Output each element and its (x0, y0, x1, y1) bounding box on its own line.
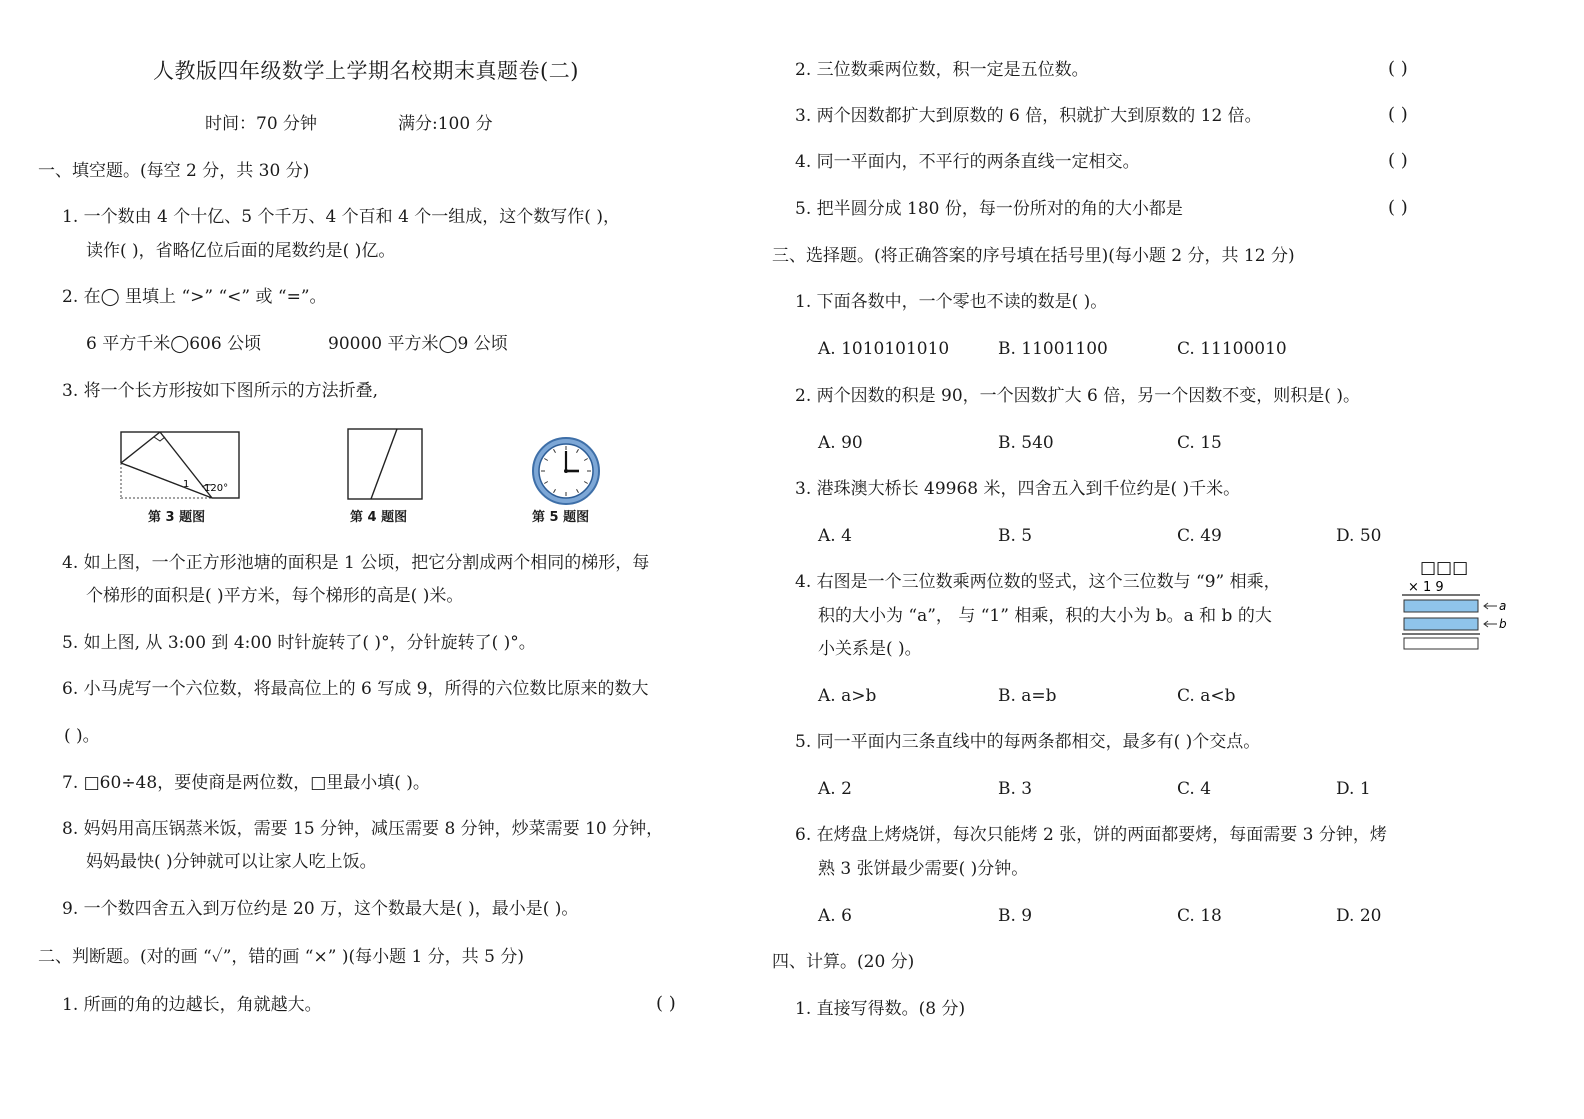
exam-title: 人教版四年级数学上学期名校期末真题卷(二) (153, 59, 579, 83)
s3-q6-line2: 熟 3 张饼最少需要( )分钟。 (818, 859, 1029, 879)
exam-time: 时间：70 分钟 (205, 114, 318, 134)
s4-q1: 1. 直接写得数。(8 分) (795, 999, 966, 1019)
s1-q4-line1: 4. 如上图，一个正方形池塘的面积是 1 公顷，把它分割成两个相同的梯形，每 (62, 553, 650, 573)
s3-q6-option-c: C. 18 (1177, 906, 1222, 926)
s2-answer-paren-1: ( ) (656, 993, 676, 1014)
s3-q4-option-c: C. a<b (1177, 686, 1236, 706)
s2-answer-paren-4: ( ) (1388, 150, 1408, 171)
s3-q4-line2: 积的大小为 “a”， 与 “1” 相乘，积的大小为 b。a 和 b 的大 (818, 606, 1272, 626)
section-3-heading: 三、选择题。(将正确答案的序号填在括号里)(每小题 2 分，共 12 分) (772, 246, 1295, 266)
s3-q6-option-b: B. 9 (998, 906, 1033, 926)
s1-q8-line2: 妈妈最快( )分钟就可以让家人吃上饭。 (86, 852, 377, 872)
label-a: a (1499, 599, 1507, 613)
s1-q2-compare-a: 6 平方千米◯606 公顷 (86, 334, 262, 354)
s3-q2-option-c: C. 15 (1177, 433, 1222, 453)
s2-item-3: 3. 两个因数都扩大到原数的 6 倍，积就扩大到原数的 12 倍。 (795, 106, 1262, 126)
s3-q1-option-c: C. 11100010 (1177, 339, 1287, 359)
figure-5-caption: 第 5 题图 (532, 510, 590, 525)
s1-q2: 2. 在◯ 里填上 “>” “<” 或 “=”。 (62, 287, 327, 307)
figure-3-caption: 第 3 题图 (148, 510, 206, 525)
s3-q1: 1. 下面各数中，一个零也不读的数是( )。 (795, 292, 1108, 312)
s3-q5-option-d: D. 1 (1336, 779, 1371, 799)
s3-q3-option-a: A. 4 (818, 526, 852, 546)
s3-q2-option-a: A. 90 (818, 433, 863, 453)
s3-q2: 2. 两个因数的积是 90，一个因数扩大 6 倍，另一个因数不变，则积是( )。 (795, 386, 1360, 406)
s2-item-2: 2. 三位数乘两位数，积一定是五位数。 (795, 60, 1089, 80)
s3-q3-option-d: D. 50 (1336, 526, 1382, 546)
s3-q1-option-a: A. 1010101010 (818, 339, 950, 359)
s3-q5-option-a: A. 2 (818, 779, 852, 799)
s3-q3: 3. 港珠澳大桥长 49968 米，四舍五入到千位约是( )千米。 (795, 479, 1241, 499)
s1-q8-line1: 8. 妈妈用高压锅蒸米饭，需要 15 分钟，减压需要 8 分钟，炒菜需要 10 分钟， (62, 819, 664, 839)
s2-item-5: 5. 把半圆分成 180 份，每一份所对的角的大小都是 (795, 199, 1183, 219)
s3-q6-option-d: D. 20 (1336, 906, 1382, 926)
section-1-heading: 一、填空题。(每空 2 分，共 30 分) (38, 161, 310, 181)
s3-q4-line3: 小关系是( )。 (818, 639, 922, 659)
s1-q3: 3. 将一个长方形按如下图所示的方法折叠, (62, 381, 379, 401)
figure-4-divided-square (346, 427, 426, 501)
s2-item-4: 4. 同一平面内，不平行的两条直线一定相交。 (795, 152, 1140, 172)
s1-q4-line2: 个梯形的面积是( )平方米，每个梯形的高是( )米。 (86, 586, 464, 606)
section-4-heading: 四、计算。(20 分) (772, 952, 915, 972)
figure-3-angle-120-label: 120° (204, 483, 229, 494)
figure-5-clock-icon (531, 436, 601, 506)
s3-q2-option-b: B. 540 (998, 433, 1054, 453)
s3-q4-option-b: B. a=b (998, 686, 1057, 706)
section-2-heading: 二、判断题。(对的画 “✓”，错的画 “×” )(每小题 1 分，共 5 分) (38, 947, 524, 967)
s3-q5-option-b: B. 3 (998, 779, 1033, 799)
s1-q1-line1: 1. 一个数由 4 个十亿、5 个千万、4 个百和 4 个一组成，这个数写作( )， (62, 207, 620, 227)
s1-q1-line2: 读作( )，省略亿位后面的尾数约是( )亿。 (86, 241, 396, 261)
s1-q5: 5. 如上图, 从 3:00 到 4:00 时针旋转了( )°，分针旋转了( )°。 (62, 633, 536, 653)
s2-item-1: 1. 所画的角的边越长，角就越大。 (62, 995, 322, 1015)
figure-3-angle-1-label: 1 (183, 479, 190, 490)
figure-4-caption: 第 4 题图 (350, 510, 408, 525)
s1-q6-line1: 6. 小马虎写一个六位数，将最高位上的 6 写成 9，所得的六位数比原来的数大 (62, 679, 649, 699)
vertical-multiplication-figure (1396, 555, 1512, 653)
s1-q7: 7. □60÷48，要使商是两位数，□里最小填( )。 (62, 773, 430, 793)
s3-q3-option-c: C. 49 (1177, 526, 1222, 546)
s2-answer-paren-5: ( ) (1388, 197, 1408, 218)
s1-q9: 9. 一个数四舍五入到万位约是 20 万，这个数最大是( )，最小是( )。 (62, 899, 579, 919)
multiplicand-boxes: □□□ (1420, 558, 1469, 578)
label-b: b (1499, 617, 1507, 631)
s3-q6-option-a: A. 6 (818, 906, 852, 926)
s3-q3-option-b: B. 5 (998, 526, 1033, 546)
s1-q2-compare-b: 90000 平方米◯9 公顷 (328, 334, 508, 354)
s3-q1-option-b: B. 11001100 (998, 339, 1108, 359)
s3-q6-line1: 6. 在烤盘上烤烧饼，每次只能烤 2 张，饼的两面都要烤，每面需要 3 分钟，烤 (795, 825, 1387, 845)
s2-answer-paren-2: ( ) (1388, 58, 1408, 79)
s3-q5-option-c: C. 4 (1177, 779, 1212, 799)
s3-q4-option-a: A. a>b (818, 686, 877, 706)
s3-q4-line1: 4. 右图是一个三位数乘两位数的竖式，这个三位数与 “9” 相乘， (795, 572, 1281, 592)
s2-answer-paren-3: ( ) (1388, 104, 1408, 125)
s3-q5: 5. 同一平面内三条直线中的每两条都相交，最多有( )个交点。 (795, 732, 1261, 752)
exam-full-score: 满分:100 分 (398, 114, 493, 134)
multiplier-label: × 1 9 (1408, 580, 1444, 595)
s1-q6-line2: ( )。 (64, 726, 100, 746)
